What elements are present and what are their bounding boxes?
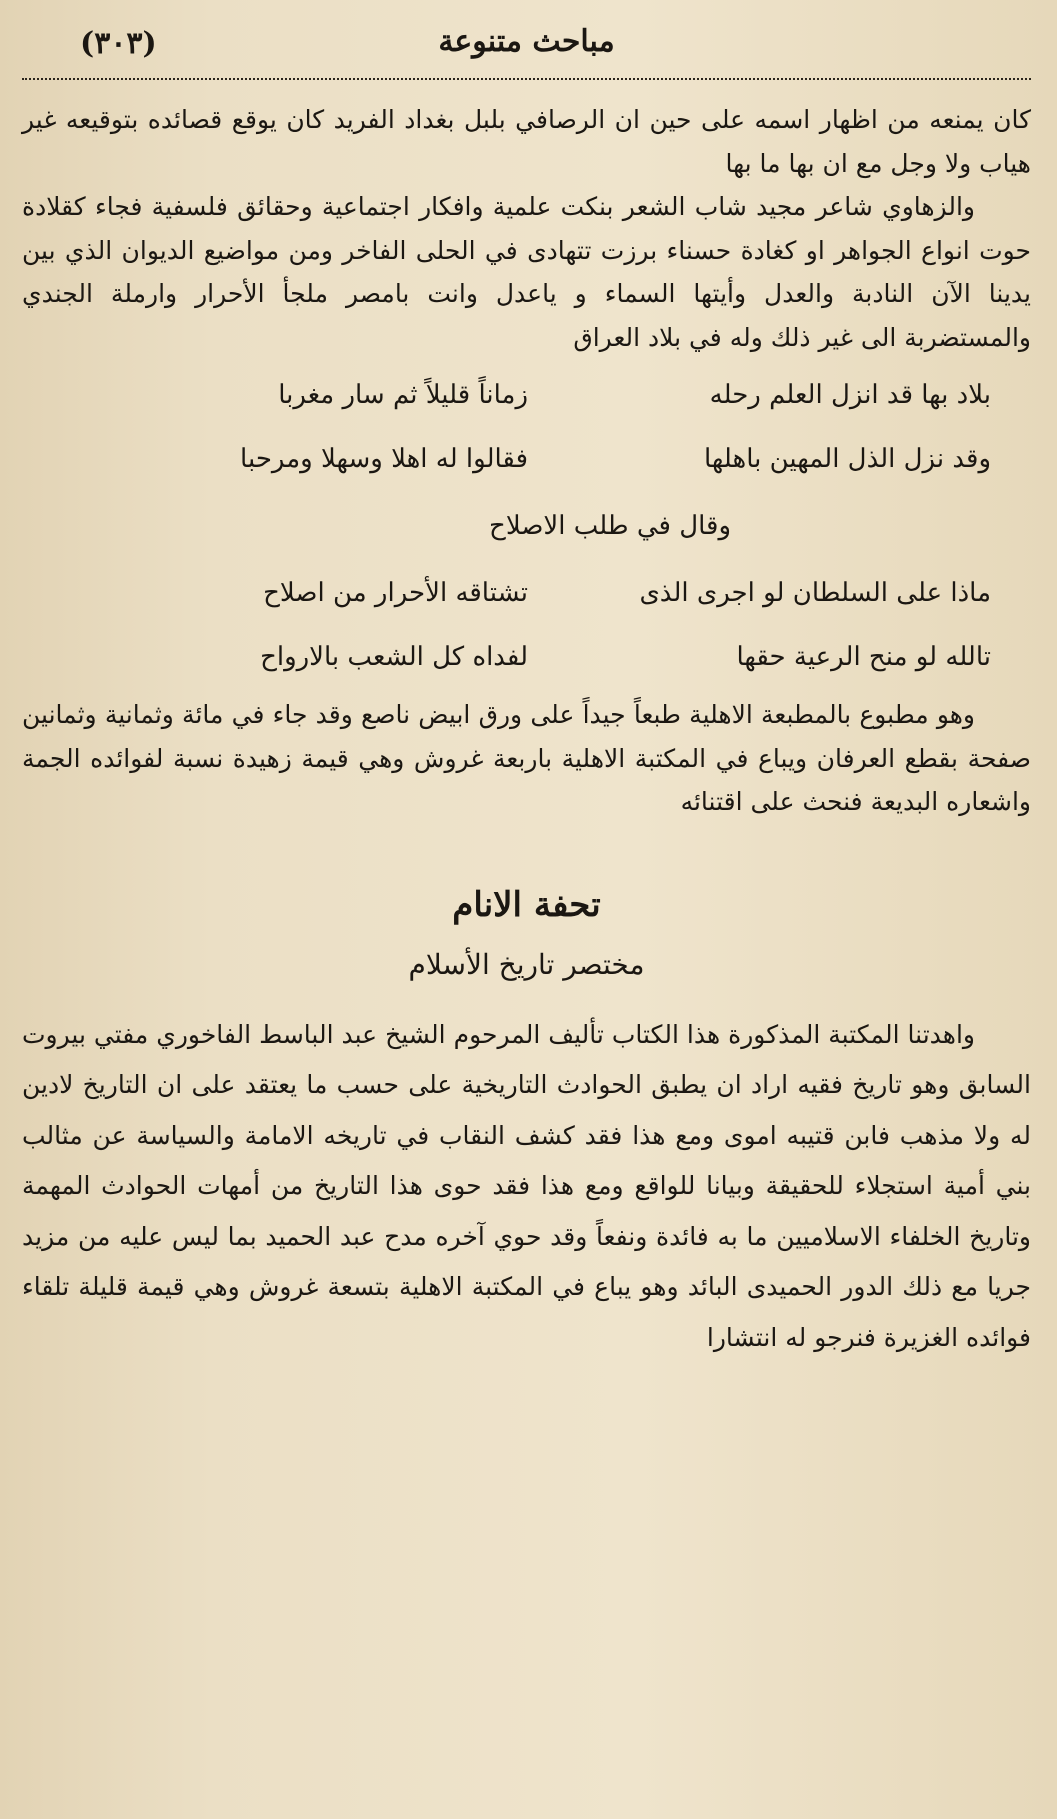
header-title: مباحث متنوعة	[438, 24, 615, 59]
verse-hemistich-first: وقد نزل الذل المهين باهلها	[703, 444, 991, 474]
article-diwan-zahawi	[22, 98, 1031, 824]
verse-line	[22, 363, 1031, 427]
verse-hemistich-second: لفداه كل الشعب بالارواح	[260, 642, 529, 672]
paragraph-4: واهدتنا المكتبة المذكورة هذا الكتاب تأليف المرحوم الشيخ عبد الباسط الفاخوري مفتي بيروت السابق وهو تاريخ فقيه اراد ان يطبق الحوادث التاريخية على حسب ما يعتقد على ان التاريخ لادين له ولا مذهب فابن قتيبه اموى ومع هذا فقد كشف النقاب في تاريخه الامامة والسياسة عن مثالب بني أمية استجلاء للحقيقة وبيانا للواقع ومع هذا فقد حوى هذا التاريخ من أمهات الحوادث المهمة وتاريخ الخلفاء الاسلاميين ما به فائدة ونفعاً وقد حوي آخره مدح عبد الحميد بما ليس عليه من مزيد جريا مع ذلك الدور الحميدى البائد وهو يباع في المكتبة الاهلية بتسعة غروش وهي قيمة قليلة تلقاء فوائده الغزيرة فنرجو له انتشارا	[22, 1019, 1031, 1352]
article-tuhfat-al-anam	[22, 874, 1031, 1364]
paragraph-3: وهو مطبوع بالمطبعة الاهلية طبعاً جيداً على ورق ابيض ناصع وقد جاء في مائة وثمانية وثمانين صفحة بقطع العرفان ويباع في المكتبة الاهلية باربعة غروش وهي قيمة زهيدة نسبة لفوائده الجمة واشعاره البديعة فنحث على اقتنائه	[22, 700, 1031, 816]
verse-intro: وقال في طلب الاصلاح	[489, 511, 731, 541]
section-subheading: مختصر تاريخ الأسلام	[408, 947, 645, 981]
verse-hemistich-second: تشتاقه الأحرار من اصلاح	[263, 578, 529, 608]
running-head	[22, 14, 1031, 76]
section-heading: تحفة الانام	[452, 884, 601, 925]
verse-hemistich-first: تالله لو منح الرعية حقها	[736, 642, 991, 672]
header-rule	[22, 78, 1031, 80]
page-number: (٣٠٣)	[80, 26, 157, 61]
verse-hemistich-second: فقالوا له اهلا وسهلا ومرحبا	[240, 444, 529, 474]
paragraph-1: كان يمنعه من اظهار اسمه على حين ان الرصافي بلبل بغداد الفريد كان يوقع قصائده بتوقيعه غير هياب ولا وجل مع ان بها ما بها	[22, 105, 1031, 178]
verse-line	[22, 427, 1031, 491]
verse-hemistich-first: بلاد بها قد انزل العلم رحله	[709, 380, 991, 410]
verses-group-2	[22, 561, 1031, 689]
verse-hemistich-second: زماناً قليلاً ثم سار مغربا	[278, 380, 529, 410]
paragraph-2: والزهاوي شاعر مجيد شاب الشعر بنكت علمية وافكار اجتماعية وحقائق فلسفية فجاء كقلادة حوت انواع الجواهر او كغادة حسناء برزت تتهادى في الحلى الفاخر ومن مواضيع الديوان الذي بين يدينا الآن النادبة والعدل وأيتها السماء و ياعدل وانت بامصر ملجأ الأحرار وارملة الجندي والمستضربة الى غير ذلك وله في بلاد العراق	[22, 192, 1031, 352]
verse-line	[22, 561, 1031, 625]
verses-group-1	[22, 363, 1031, 491]
verse-hemistich-first: ماذا على السلطان لو اجرى الذى	[639, 578, 991, 608]
verse-line	[22, 625, 1031, 689]
